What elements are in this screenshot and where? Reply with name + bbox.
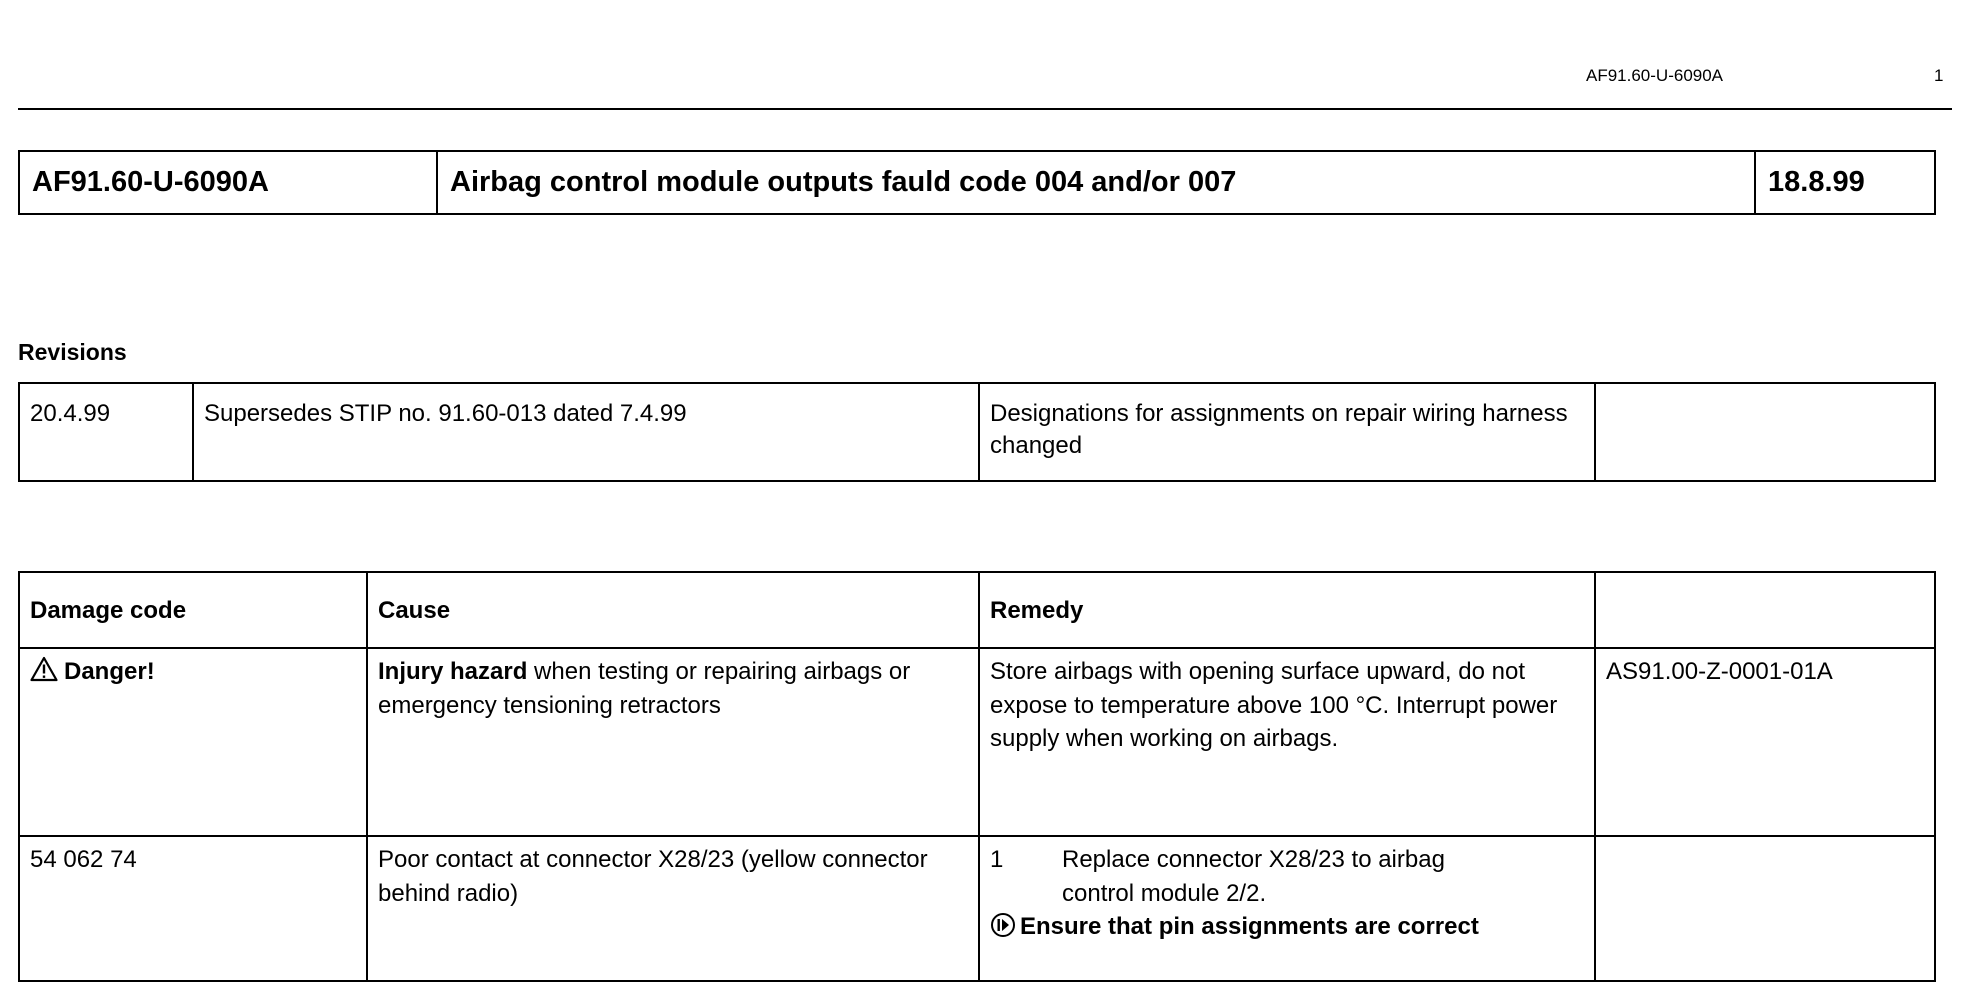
note-text: Ensure that pin assignments are correct: [1020, 913, 1479, 941]
table-row-danger: [19, 648, 1935, 836]
title-text: Airbag control module outputs fauld code 004 and/or 007: [437, 151, 1755, 214]
danger-remedy: Store airbags with opening surface upward, do not expose to temperature above 100 °C. Interrupt power supply when working on airbags.: [979, 648, 1595, 836]
page-number: 1: [1934, 66, 1944, 85]
remedy-step: [990, 843, 1584, 877]
document-code: AF91.60-U-6090A: [1586, 66, 1724, 85]
remedy-note: [990, 910, 1584, 944]
revisions-table: [18, 382, 1936, 482]
revision-change: Designations for assignments on repair wiring harness changed: [979, 383, 1595, 481]
danger-cause-rest: when testing or repairing airbags or emergency tensioning retractors: [378, 658, 911, 719]
revisions-heading: Revisions: [18, 339, 127, 365]
danger-reference: AS91.00-Z-0001-01A: [1595, 648, 1935, 836]
danger-cause: [367, 648, 979, 836]
fault-damage-code: 54 062 74: [19, 836, 367, 981]
fault-remedy: [979, 836, 1595, 981]
revision-date: 20.4.99: [19, 383, 193, 481]
revision-supersedes: Supersedes STIP no. 91.60-013 dated 7.4.99: [193, 383, 979, 481]
table-header-row: [19, 572, 1935, 648]
step-text-line2: control module 2/2.: [1062, 879, 1267, 907]
revision-row: [19, 383, 1935, 481]
header-cause: Cause: [367, 572, 979, 648]
danger-cause-bold: Injury hazard: [378, 658, 528, 685]
danger-cell: [19, 648, 367, 836]
fault-cause: Poor contact at connector X28/23 (yellow connector behind radio): [367, 836, 979, 981]
table-row-fault: [19, 836, 1935, 981]
note-arrow-icon: [990, 912, 1016, 938]
title-table: [18, 150, 1936, 215]
header-damage-code: Damage code: [19, 572, 367, 648]
danger-label: Danger!: [64, 658, 155, 685]
header-rule: [18, 108, 1952, 110]
warning-triangle-icon: [30, 656, 58, 682]
header-reference: [1595, 572, 1935, 648]
fault-reference: [1595, 836, 1935, 981]
title-date: 18.8.99: [1755, 151, 1935, 214]
step-text-line1: Replace connector X28/23 to airbag: [1062, 846, 1445, 873]
title-code: AF91.60-U-6090A: [19, 151, 437, 214]
repair-table: [18, 571, 1936, 982]
revision-extra: [1595, 383, 1935, 481]
step-number: 1: [990, 846, 1004, 873]
header-remedy: Remedy: [979, 572, 1595, 648]
